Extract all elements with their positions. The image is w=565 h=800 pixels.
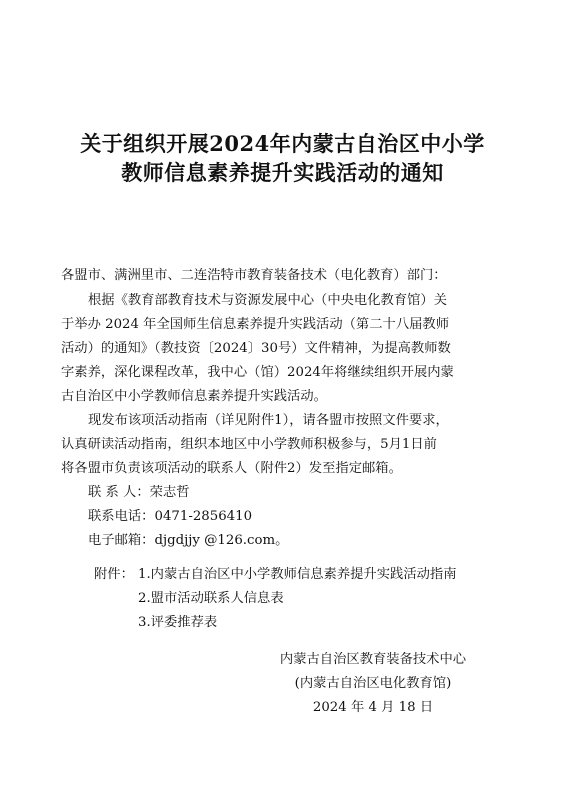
signature-organization-alt: (内蒙古自治区电化教育馆) [294,676,452,691]
attachment-item-1: 1.内蒙古自治区中小学教师信息素养提升实践活动指南 [138,567,457,582]
signature-date: 2024 年 4 月 18 日 [312,700,434,715]
paragraph-1-line-4: 字素养，深化课程改革，我中心（馆）2024年将继续组织开展内蒙 [61,365,454,380]
salutation: 各盟市、满洲里市、二连浩特市教育装备技术（电化教育）部门： [61,268,447,283]
paragraph-1-line-1: 根据《教育部教育技术与资源发展中心（中央电化教育馆）关 [88,293,448,308]
attachments-label: 附件： [94,567,134,582]
paragraph-1-line-3: 活动）的通知》（教技资〔2024〕30号）文件精神，为提高教师数 [61,341,451,356]
document-title-line-1: 关于组织开展2024年内蒙古自治区中小学 [80,131,485,156]
paragraph-2-line-1: 现发布该项活动指南（详见附件1），请各盟市按照文件要求， [88,413,449,428]
paragraph-2-line-2: 认真研读活动指南，组织本地区中小学教师积极参与，5月1日前 [61,437,437,452]
signature-organization: 内蒙古自治区教育装备技术中心 [279,652,467,667]
paragraph-2-line-3: 将各盟市负责该项活动的联系人（附件2）发至指定邮箱。 [61,461,402,476]
attachment-item-3: 3.评委推荐表 [138,615,218,630]
attachment-item-2: 2.盟市活动联系人信息表 [138,591,284,606]
paragraph-1-line-2: 于举办 2024 年全国师生信息素养提升实践活动（第二十八届教师 [61,317,450,332]
contact-email: 电子邮箱：djgdjjy @126.com。 [88,533,289,548]
contact-person: 联 系 人：荣志哲 [88,485,190,500]
paragraph-1-line-5: 古自治区中小学教师信息素养提升实践活动。 [61,389,327,404]
document-title-line-2: 教师信息素养提升实践活动的通知 [121,160,444,185]
contact-phone: 联系电话：0471-2856410 [88,509,253,524]
